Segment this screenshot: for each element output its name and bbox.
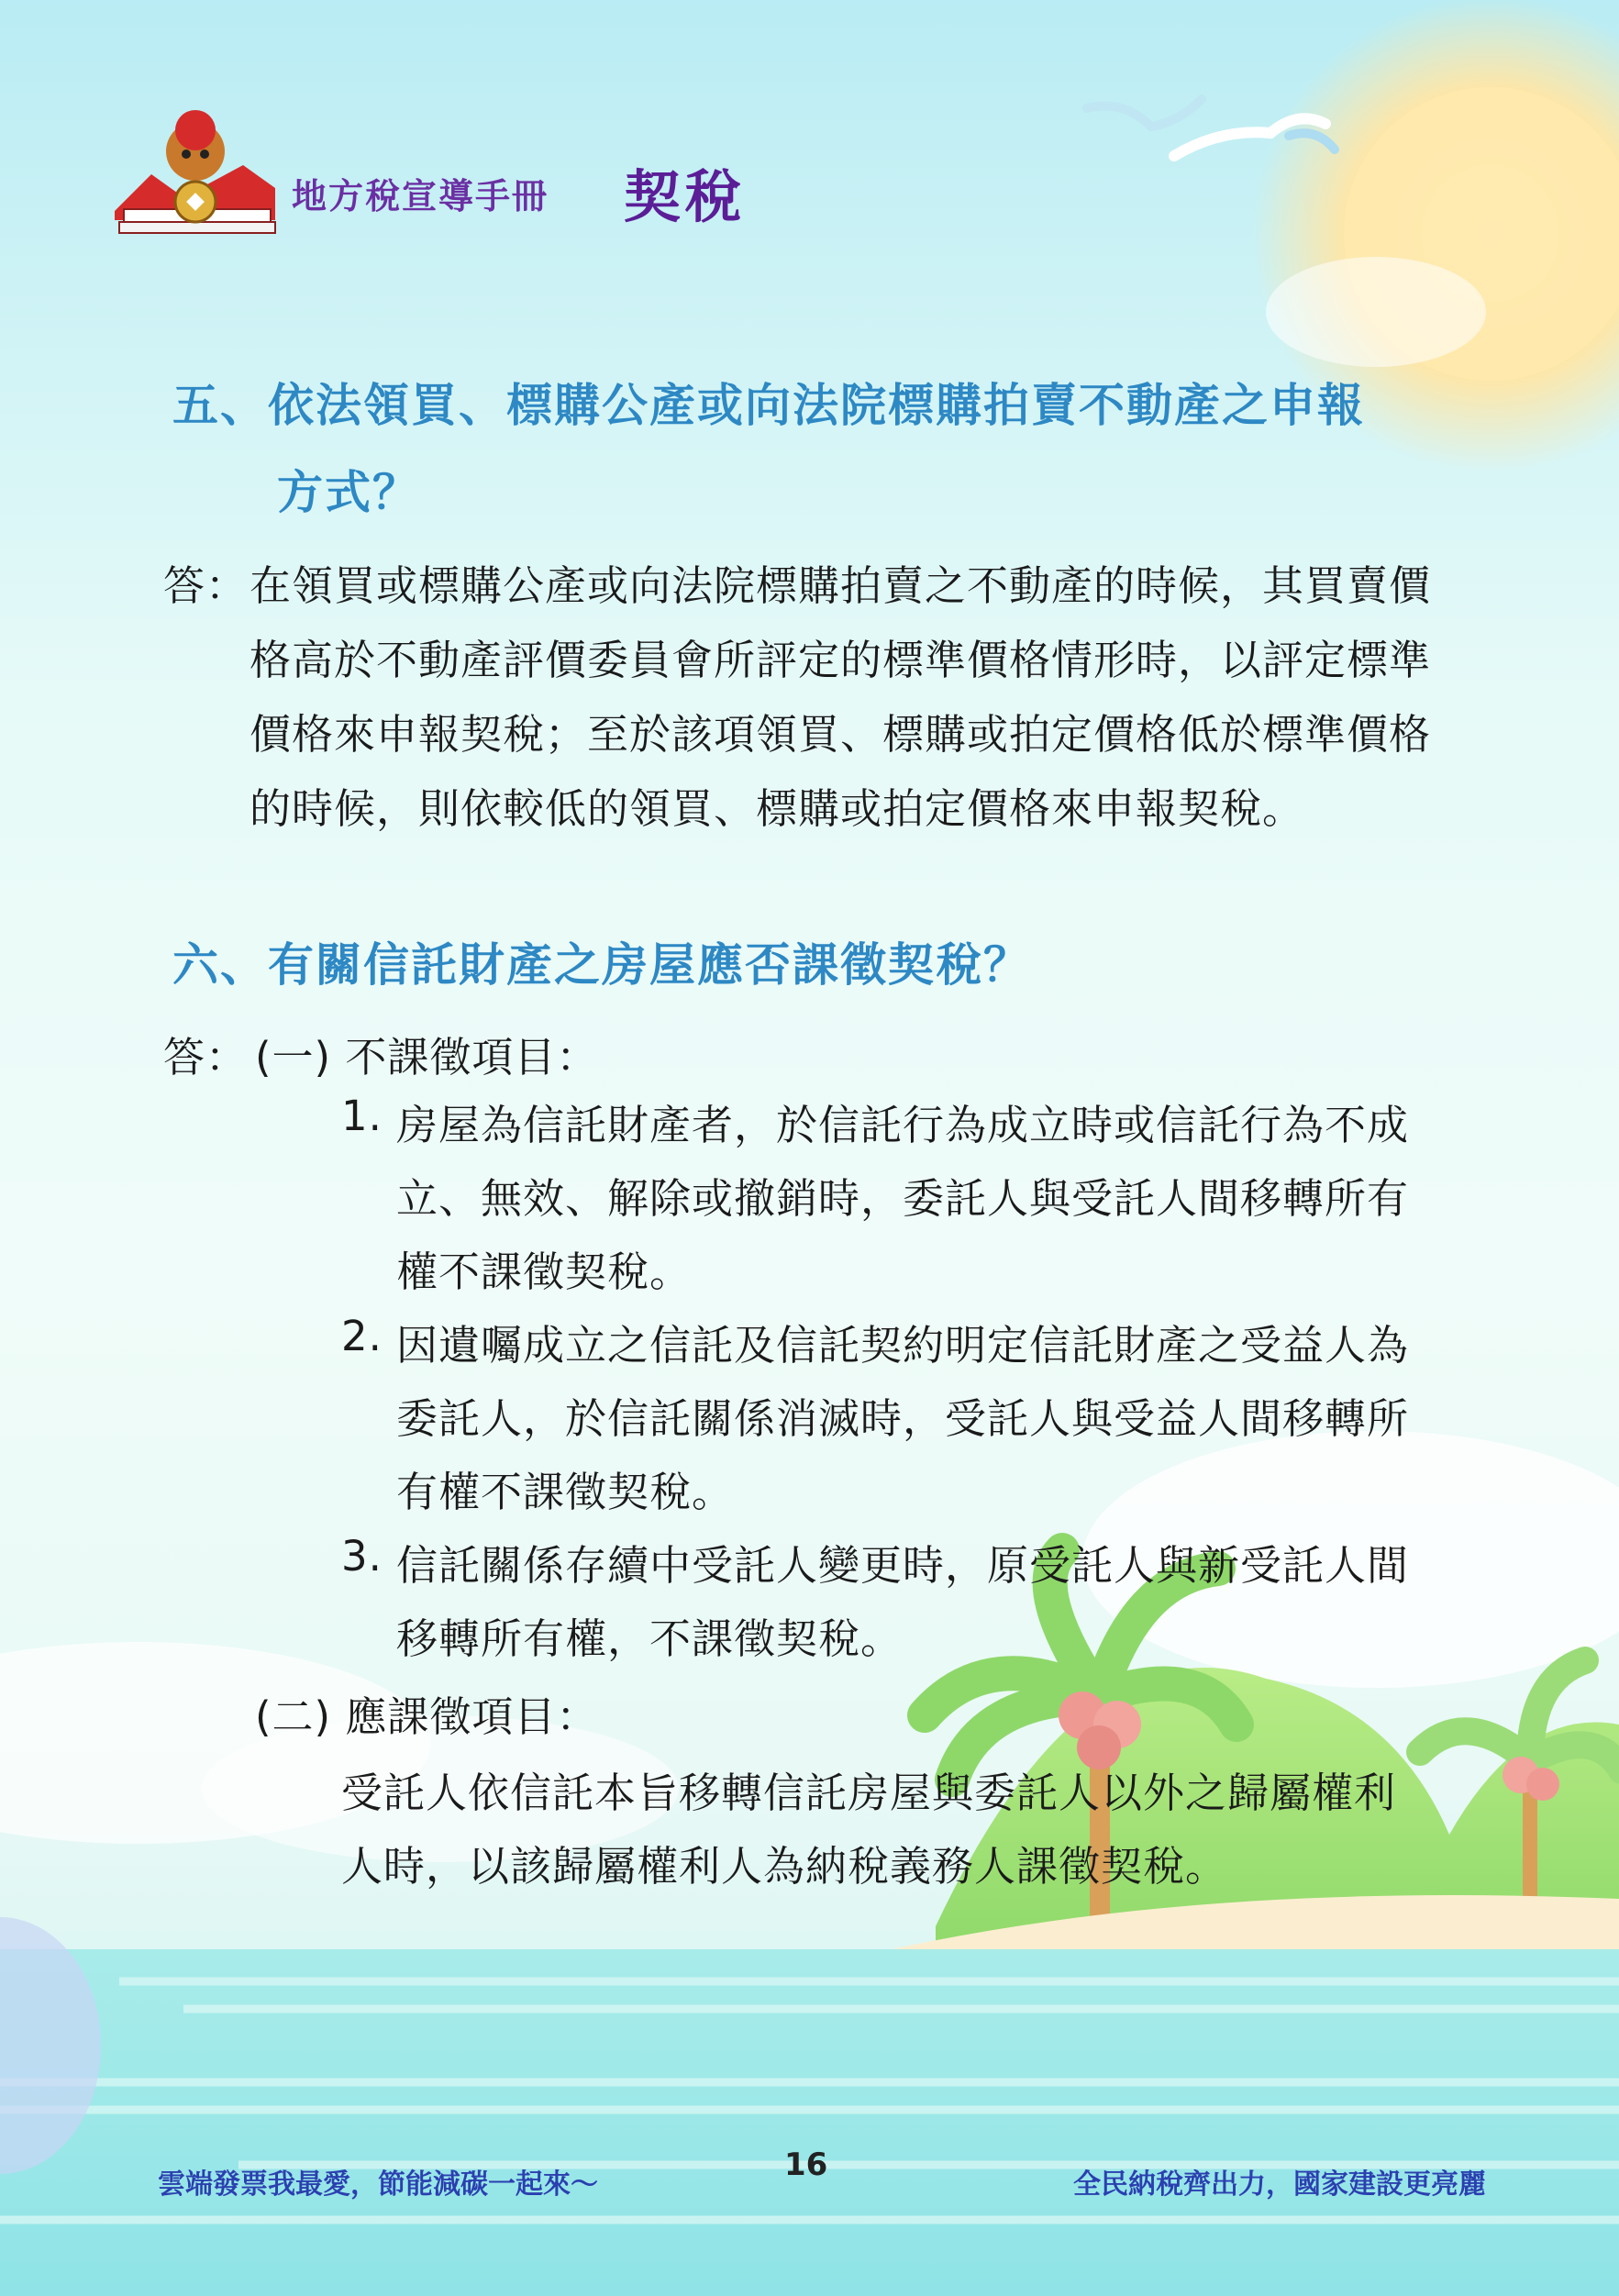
section-5-answer-label: 答： (163, 561, 249, 610)
bird-icon (1087, 99, 1202, 127)
footer-left-slogan: 雲端發票我最愛，節能減碳一起來～ (158, 2168, 598, 2201)
section-6-answer-label: 答： (163, 1033, 249, 1081)
section-5-answer-line: 的時候，則依較低的領買、標購或拍定價格來申報契稅。 (250, 784, 1305, 833)
item-line: 委託人，於信託關係消滅時，受託人與受益人間移轉所 (396, 1394, 1410, 1443)
section-5-title-line-2: 方式？ (277, 466, 420, 519)
cloud (1266, 257, 1486, 367)
item-number: 1. (341, 1092, 383, 1140)
handbook-title: 契稅 (624, 163, 746, 230)
item-number: 3. (341, 1532, 383, 1581)
item-number: 2. (341, 1312, 383, 1360)
item-line: 信託關係存續中受託人變更時，原受託人與新受託人間 (396, 1541, 1410, 1590)
item-line: 移轉所有權，不課徵契稅。 (396, 1614, 904, 1663)
taxable-line: 受託人依信託本旨移轉信託房屋與委託人以外之歸屬權利 (341, 1769, 1397, 1817)
footer-right-slogan: 全民納稅齊出力，國家建設更亮麗 (1073, 2168, 1486, 2201)
section-6-title: 六、有關信託財產之房屋應否課徵契稅？ (172, 938, 1031, 992)
taxable-line: 人時，以該歸屬權利人為納稅義務人課徵契稅。 (341, 1842, 1228, 1891)
item-line: 因遺囑成立之信託及信託契約明定信託財產之受益人為 (396, 1321, 1410, 1370)
section-5-answer-line: 在領買或標購公產或向法院標購拍賣之不動產的時候，其買賣價 (250, 561, 1432, 610)
taxable-heading: (二) 應課徵項目： (255, 1692, 599, 1741)
handbook-subtitle: 地方稅宣導手冊 (292, 176, 549, 216)
section-5-title-line-1: 五、依法領買、標購公產或向法院標購拍賣不動產之申報 (172, 379, 1365, 432)
item-line: 房屋為信託財產者，於信託行為成立時或信託行為不成 (396, 1101, 1410, 1149)
non-taxable-heading: (一) 不課徵項目： (255, 1033, 599, 1081)
mascot-logo-icon (115, 110, 280, 238)
section-5-answer-line: 價格來申報契稅；至於該項領買、標購或拍定價格低於標準價格 (250, 710, 1432, 759)
item-line: 權不課徵契稅。 (396, 1248, 693, 1296)
sea (0, 1949, 1619, 2296)
section-5-answer-line: 格高於不動產評價委員會所評定的標準價格情形時，以評定標準 (250, 636, 1432, 684)
item-line: 立、無效、解除或撤銷時，委託人與受託人間移轉所有 (396, 1174, 1410, 1223)
page-number: 16 (784, 2146, 828, 2183)
item-line: 有權不課徵契稅。 (396, 1468, 735, 1516)
